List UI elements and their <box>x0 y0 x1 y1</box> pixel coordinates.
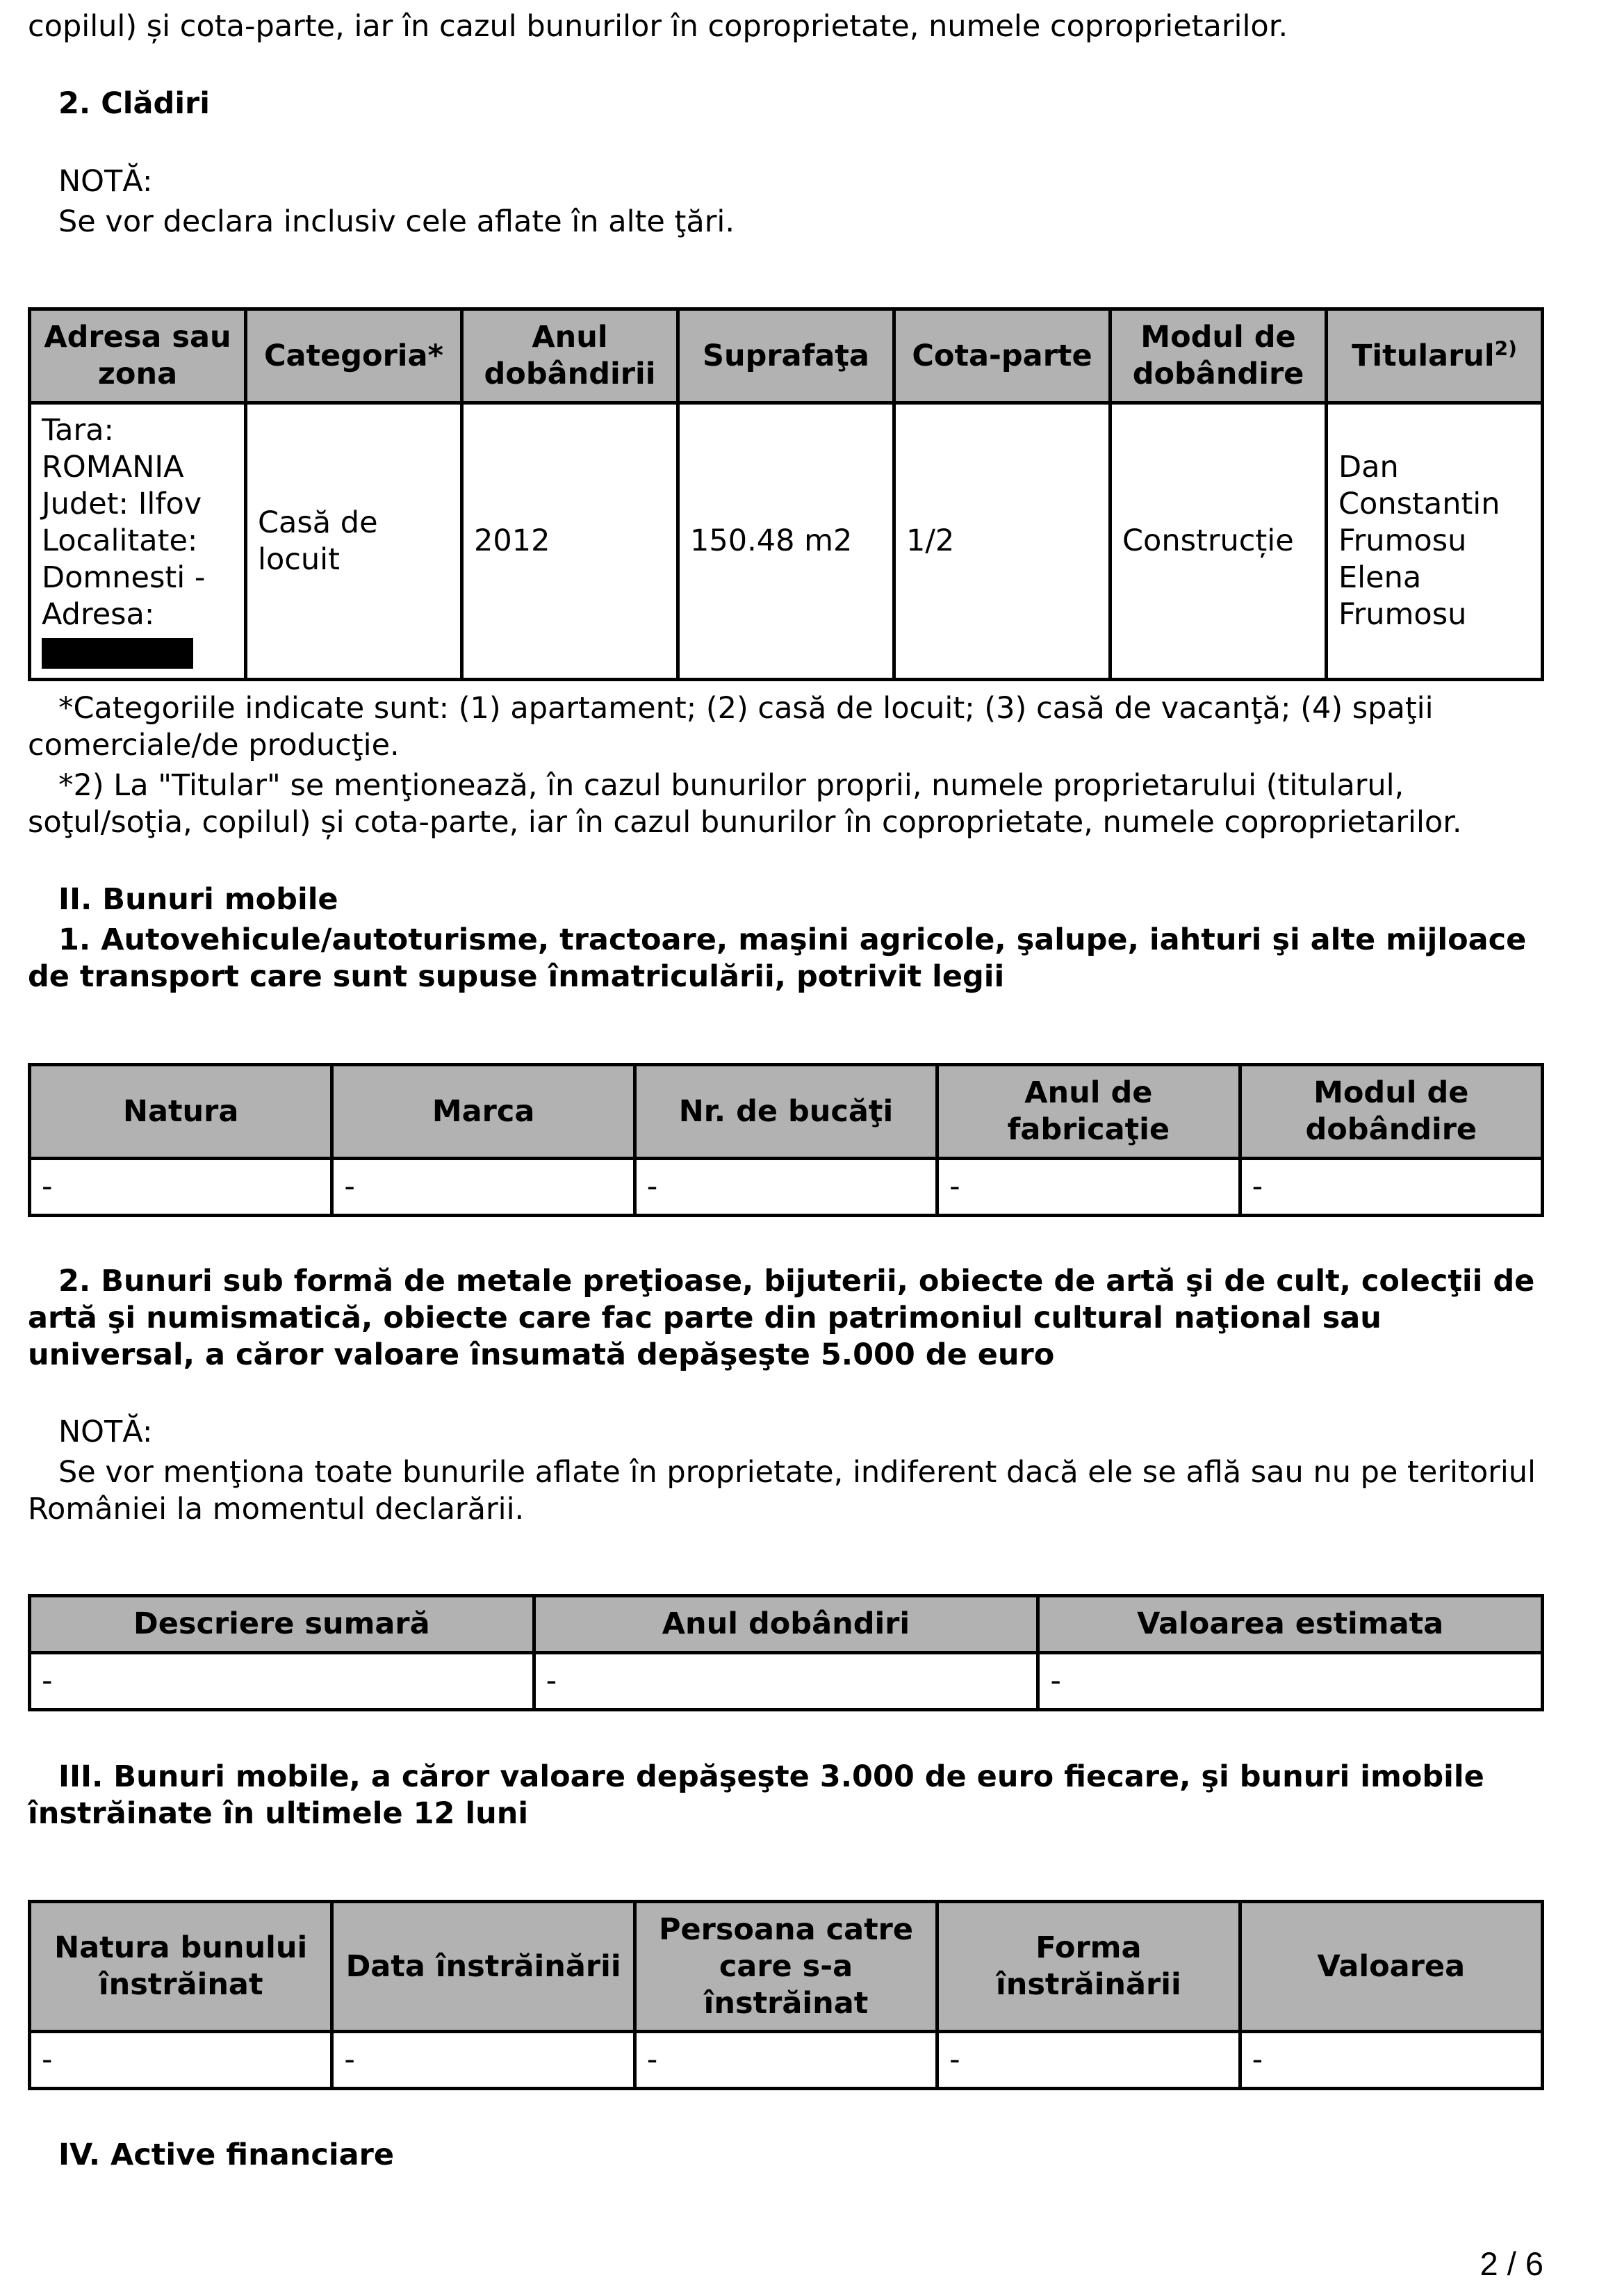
owner-line: Dan <box>1338 450 1399 485</box>
col-header-valoarea: Valoarea estimata <box>1038 1596 1543 1653</box>
address-line: Tara: <box>42 413 115 448</box>
col-header-anul: Anul dobândirii <box>462 309 678 403</box>
table-header-row <box>30 1065 1543 1159</box>
table-row <box>30 1653 1543 1710</box>
table-cell: - <box>534 1653 1038 1710</box>
col-header-modul: Modul de dobândire <box>1240 1065 1542 1159</box>
table-cell: - <box>332 1159 634 1216</box>
col-header-natura-bunului: Natura bunului înstrăinat <box>30 1902 332 2032</box>
table-cell: - <box>30 1653 534 1710</box>
col-header-titularul <box>1327 309 1543 403</box>
table-cell: - <box>30 2032 332 2089</box>
footnote-titular: *2) La "Titular" se menţionează, în cazul bunurilor proprii, numele proprietarului (titularul, soţul/soţia, copilul) și cota-parte, iar în cazul bunurilor în coproprietate, numele coproprietarilor. <box>28 768 1462 840</box>
col-header-anul: Anul dobândiri <box>534 1596 1038 1653</box>
instrainate-table <box>28 1900 1544 2090</box>
col-header-marca: Marca <box>332 1065 634 1159</box>
table-cell: - <box>1240 2032 1542 2089</box>
year-cell: 2012 <box>462 403 678 680</box>
address-cell <box>30 403 246 680</box>
table-cell: - <box>1240 1159 1542 1216</box>
share-cell: 1/2 <box>894 403 1111 680</box>
table-cell: - <box>30 1159 332 1216</box>
col-header-adresa: Adresa sau zona <box>30 309 246 403</box>
address-line: Domnesti - <box>42 560 206 595</box>
mode-cell: Construcție <box>1111 403 1327 680</box>
table-row <box>30 2032 1543 2089</box>
col-header-nr-bucati: Nr. de bucăţi <box>634 1065 937 1159</box>
footnote-categories: *Categoriile indicate sunt: (1) apartament; (2) casă de locuit; (3) casă de vacanţă; (4) spaţii comerciale/de producţie. <box>28 691 1434 763</box>
pretioase-table <box>28 1594 1544 1711</box>
category-cell: Casă de locuit <box>246 403 462 680</box>
section-heading-instrainate: III. Bunuri mobile, a căror valoare depăşeşte 3.000 de euro fiecare, şi bunuri imobile înstrăinate în ultimele 12 luni <box>28 1759 1484 1831</box>
table-row <box>30 403 1543 680</box>
address-line: ROMANIA <box>42 450 184 485</box>
table-cell: - <box>332 2032 634 2089</box>
redacted-block <box>42 638 193 669</box>
vehicule-table <box>28 1063 1544 1217</box>
owner-line: Frumosu <box>1338 523 1467 558</box>
cladiri-table <box>28 307 1544 681</box>
col-header-data: Data înstrăinării <box>332 1902 634 2032</box>
subsection-heading-vehicule: 1. Autovehicule/autoturisme, tractoare, maşini agricole, şalupe, iahturi şi alte mijloace de transport care sunt supuse înmatriculării, potrivit legii <box>28 922 1527 994</box>
nota-label: NOTĂ: <box>58 1415 153 1449</box>
titular-label: Titularul <box>1352 338 1495 373</box>
col-header-modul: Modul de dobândire <box>1111 309 1327 403</box>
address-line: Judet: Ilfov <box>42 487 202 521</box>
table-cell: - <box>937 2032 1240 2089</box>
table-cell: - <box>634 2032 937 2089</box>
table-cell: - <box>1038 1653 1543 1710</box>
col-header-persoana: Persoana catre care s-a înstrăinat <box>634 1902 937 2032</box>
titular-sup: 2) <box>1494 336 1517 360</box>
section-heading-cladiri: 2. Clădiri <box>58 86 211 121</box>
col-header-anul-fabricatie: Anul de fabricaţie <box>937 1065 1240 1159</box>
owner-line: Constantin <box>1338 487 1500 521</box>
nota-text: Se vor menţiona toate bunurile aflate în proprietate, indiferent dacă ele se află sau nu pe teritoriul României la momentul declarării. <box>28 1455 1536 1526</box>
owner-line: Elena <box>1338 560 1422 595</box>
nota-text: Se vor declara inclusiv cele aflate în alte ţări. <box>58 204 735 239</box>
table-header-row <box>30 309 1543 403</box>
table-cell: - <box>937 1159 1240 1216</box>
table-header-row <box>30 1902 1543 2032</box>
address-line: Adresa: <box>42 597 155 632</box>
section-heading-mobile: II. Bunuri mobile <box>58 882 338 917</box>
col-header-categoria: Categoria* <box>246 309 462 403</box>
col-header-natura: Natura <box>30 1065 332 1159</box>
col-header-valoarea: Valoarea <box>1240 1902 1542 2032</box>
table-header-row <box>30 1596 1543 1653</box>
col-header-suprafata: Suprafaţa <box>678 309 894 403</box>
section-heading-active: IV. Active financiare <box>58 2138 394 2172</box>
table-cell: - <box>634 1159 937 1216</box>
owners-cell <box>1327 403 1543 680</box>
table-row <box>30 1159 1543 1216</box>
nota-label: NOTĂ: <box>58 164 153 199</box>
area-cell: 150.48 m2 <box>678 403 894 680</box>
page-number: 2 / 6 <box>1480 2245 1543 2282</box>
col-header-descriere: Descriere sumară <box>30 1596 534 1653</box>
col-header-forma: Forma înstrăinării <box>937 1902 1240 2032</box>
continuation-text: copilul) și cota-parte, iar în cazul bunurilor în coproprietate, numele coproprietarilor. <box>28 9 1288 44</box>
address-line: Localitate: <box>42 523 198 558</box>
col-header-cota: Cota-parte <box>894 309 1111 403</box>
subsection-heading-pretioase: 2. Bunuri sub formă de metale preţioase, bijuterii, obiecte de artă şi de cult, colecţii de artă şi numismatică, obiecte care fac parte din patrimoniul cultural naţional sau universal, a căror valoare însumată depăşeşte 5.000 de euro <box>28 1264 1535 1372</box>
owner-line: Frumosu <box>1338 597 1467 632</box>
